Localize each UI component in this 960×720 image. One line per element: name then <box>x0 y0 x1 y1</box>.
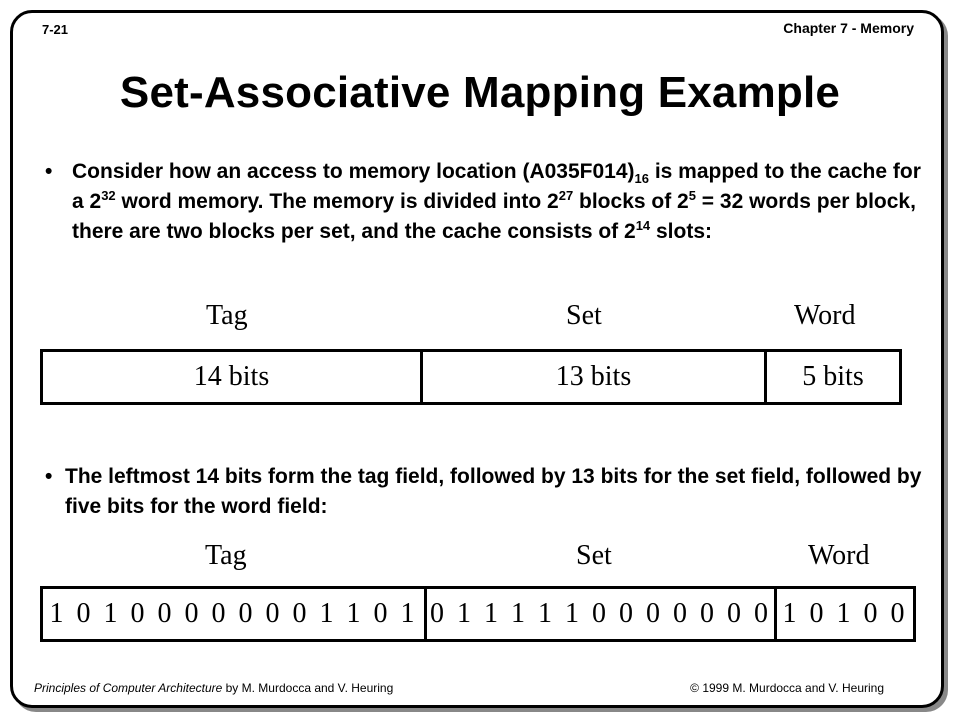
bullet-text: Consider how an access to memory location $(A035F014)_{16}$ is mapped to the cache for a $2^{32}$ word memory. The memory is divided into $2^{27}$ blocks of $2^5 = 32$ words per block, there are two blocks per set, and the cache consists of $2^{14}$ slots: <box>72 160 921 243</box>
book-authors: by M. Murdocca and V. Heuring <box>222 681 394 695</box>
chapter-label: Chapter 7 - Memory <box>783 20 914 36</box>
tag-size-cell: 14 bits <box>193 361 270 392</box>
field-size-box <box>40 349 902 405</box>
header-word: Word <box>808 540 870 571</box>
field-headers-bits <box>0 540 960 576</box>
address-bits-box <box>40 586 916 642</box>
bullet-leftmost <box>45 462 935 522</box>
header-set: Set <box>566 300 602 331</box>
tag-bits-cell: 1 0 1 0 0 0 0 0 0 0 1 1 0 1 <box>49 598 418 629</box>
word-bits-cell: 1 0 1 0 0 <box>774 589 913 639</box>
set-size-cell: 13 bits <box>420 352 764 402</box>
bullet-dot: • <box>45 160 53 183</box>
slide-number: 7-21 <box>42 22 69 37</box>
word-size-cell: 5 bits <box>764 352 899 402</box>
footer-copyright: © 1999 M. Murdocca and V. Heuring <box>690 681 884 695</box>
bullet-dot: • <box>45 465 53 488</box>
book-title: Principles of Computer Architecture <box>34 681 223 695</box>
slide-title: Set-Associative Mapping Example <box>119 68 841 117</box>
header-word: Word <box>794 300 856 331</box>
header-tag: Tag <box>205 540 247 571</box>
header-tag: Tag <box>206 300 248 331</box>
bullet-text: The leftmost 14 bits form the tag field, followed by 13 bits for the set field, followed by five bits for the word field: <box>65 465 922 518</box>
field-headers-sizes <box>0 300 960 336</box>
footer-book <box>34 681 393 695</box>
header-set: Set <box>576 540 612 571</box>
set-bits-cell: 0 1 1 1 1 1 0 0 0 0 0 0 0 <box>424 589 774 639</box>
bullet-consider <box>45 157 925 247</box>
